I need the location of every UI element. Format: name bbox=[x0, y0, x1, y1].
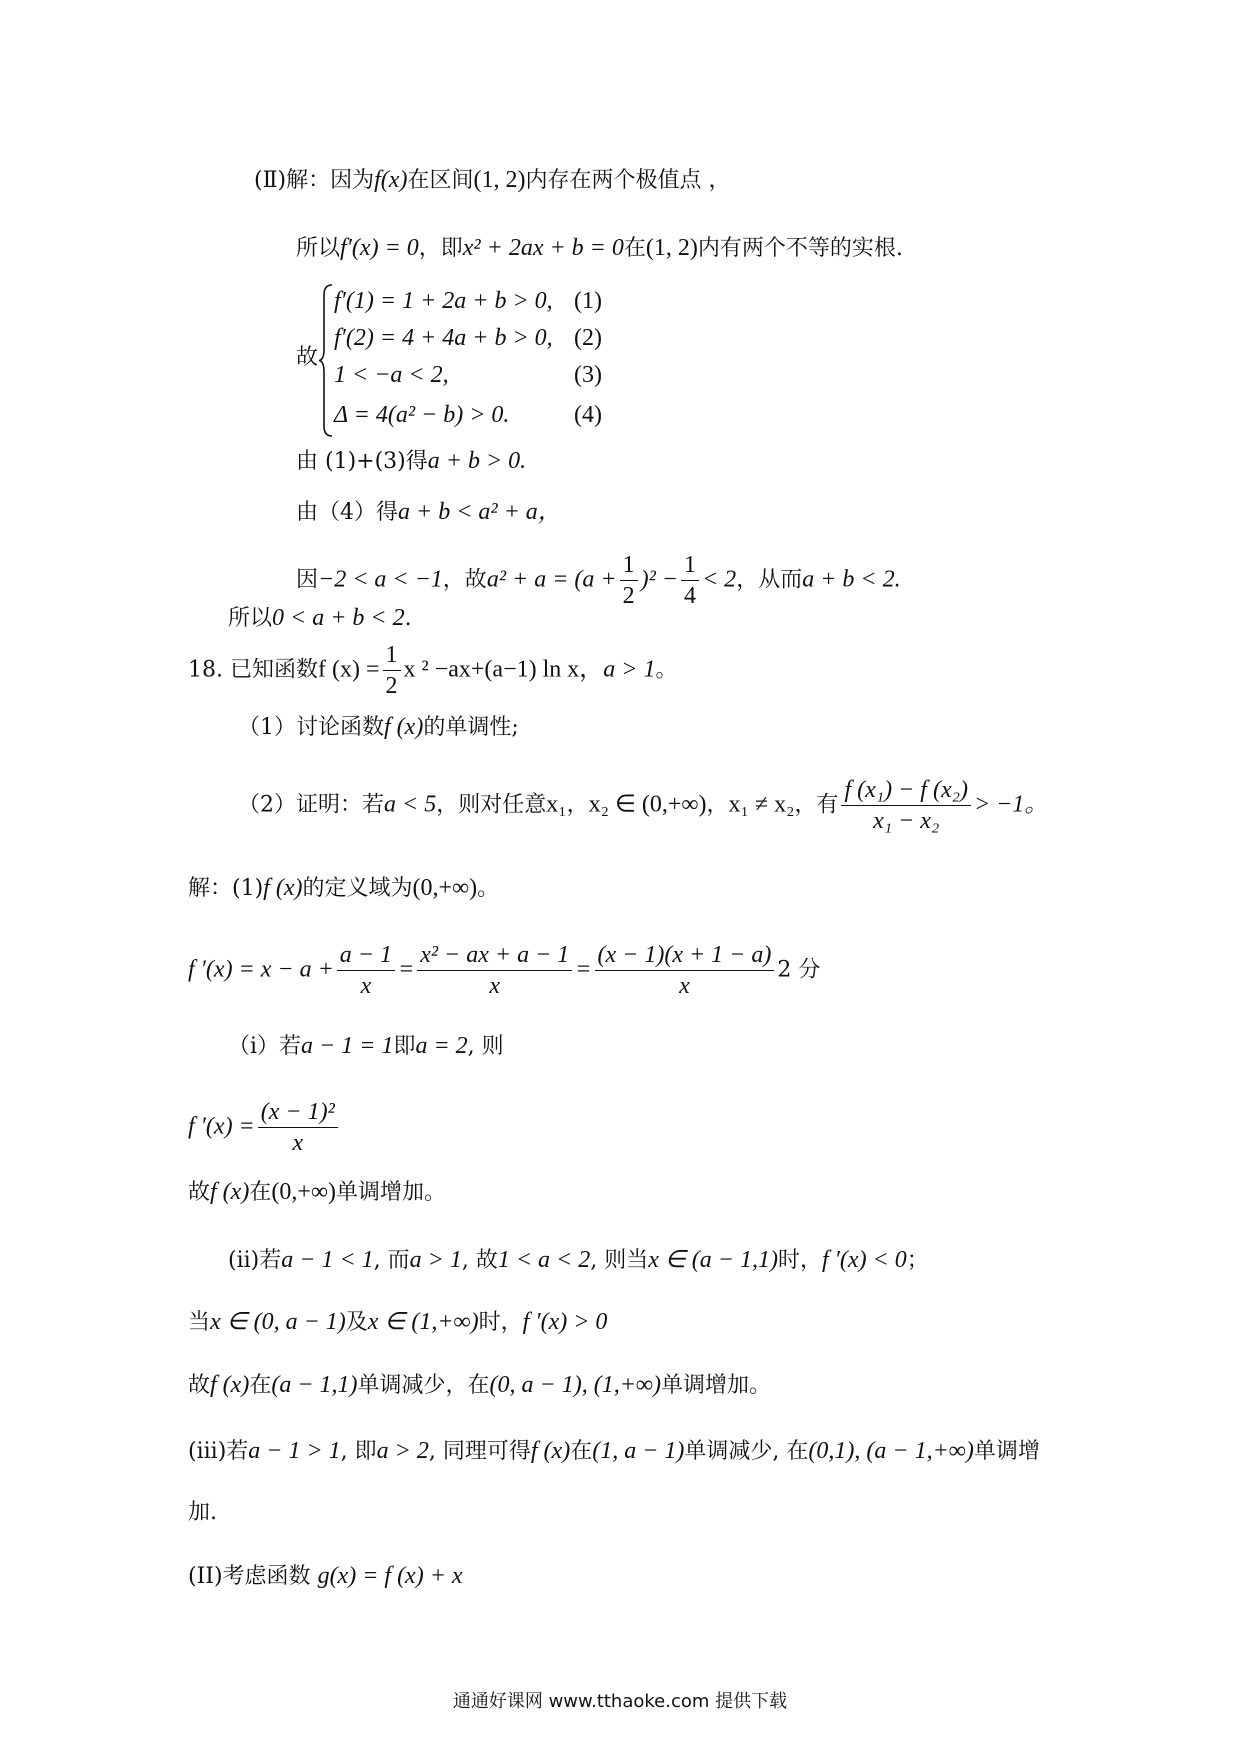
system-row-4: Δ = 4(a² − b) > 0. (4) bbox=[334, 402, 602, 428]
question-18-part-1: （1）讨论函数f (x)的单调性; bbox=[238, 714, 519, 740]
case-i-fraction: $\frac{\text{(x − 1)²}}{x}$ bbox=[258, 1097, 338, 1158]
left-brace-icon bbox=[318, 283, 334, 438]
question-18-part-2: （2）证明：若a < 5，则对任意x₁，x₂ ∈ (0,+∞)，x₁ ≠ x₂，有 $\frac{\text{f (x₁) − f (x₂)}}{\text{x₁ − x₂}}$ > −1。 bbox=[238, 777, 1049, 834]
system-row-1: f′(1) = 1 + 2a + b > 0, (1) bbox=[334, 288, 602, 314]
case-i-line: （i）若a − 1 = 1即a = 2, 则 bbox=[228, 1033, 504, 1059]
quarter-fraction: $\frac{1}{4}$ bbox=[681, 550, 699, 611]
derivative-condition-line: 所以f′(x) = 0，即x² + 2ax + b = 0在(1, 2)内有两个不等的实根. bbox=[296, 235, 903, 261]
part-ii-line: (II)考虑函数 g(x) = f (x) + x bbox=[188, 1563, 463, 1589]
half-fraction: $\frac{1}{2}$ bbox=[383, 640, 401, 701]
question-18: 18. 已知函数f (x) = $\frac{1}{2}$ x ² −ax+(a−1) ln x，a > 1。 bbox=[188, 642, 678, 699]
from-1-3-line: 由 (1)+(3)得a + b > 0. bbox=[296, 448, 527, 474]
case-iii-line: (iii)若a − 1 > 1, 即a > 2, 同理可得f (x)在(1, a − 1)单调减少, 在(0,1), (a − 1,+∞)单调增 bbox=[188, 1438, 1040, 1464]
case-i-conclusion: 故f (x)在(0,+∞)单调增加。 bbox=[188, 1179, 446, 1205]
case-iii-continuation: 加. bbox=[188, 1500, 217, 1525]
half-fraction: $\frac{1}{2}$ bbox=[620, 550, 638, 611]
derivative-line: f ′(x) = x − a + $\frac{a - 1}{x}$ = $\frac{\text{x² − ax + a − 1}}{x}$ = $\frac{(x - 1)(x + 1 - a)}{x}$ 2 分 bbox=[188, 942, 821, 999]
system-row-2: f′(2) = 4 + 4a + b > 0, (2) bbox=[334, 325, 602, 351]
system-row-3: 1 < −a < 2, (3) bbox=[334, 362, 602, 388]
so-line: 所以0 < a + b < 2. bbox=[228, 605, 412, 631]
derivative-fraction-1: $\frac{a - 1}{x}$ bbox=[337, 940, 395, 1001]
gu-label: 故 bbox=[296, 345, 319, 370]
section-ii-intro: (Ⅱ)解：因为f(x)在区间(1, 2)内存在两个极值点 ， bbox=[254, 167, 731, 193]
case-i-derivative: f ′(x) = $\frac{\text{(x − 1)²}}{x}$ bbox=[188, 1097, 341, 1158]
from-4-line: 由（4）得a + b < a² + a， bbox=[296, 499, 562, 525]
derivative-fraction-3: $\frac{(x - 1)(x + 1 - a)}{x}$ bbox=[595, 940, 775, 1001]
solution-domain-line: 解：(1)f (x)的定义域为(0,+∞)。 bbox=[188, 875, 500, 901]
case-ii-conclusion: 故f (x)在(a − 1,1)单调减少，在(0, a − 1), (1,+∞)单调增加。 bbox=[188, 1372, 772, 1398]
because-line: 因−2 < a < −1，故a² + a = (a + $\frac{1}{2}$ )² − $\frac{1}{4}$ < 2，从而a + b < 2. bbox=[296, 552, 901, 609]
footer-credit: 通通好课网 www.tthaoke.com 提供下载 bbox=[452, 1691, 788, 1712]
case-ii-line-2: 当x ∈ (0, a − 1)及x ∈ (1,+∞)时，f ′(x) > 0 bbox=[188, 1309, 608, 1335]
section-label: (Ⅱ)解： bbox=[254, 168, 331, 193]
case-ii-line: (ii)若a − 1 < 1, 而a > 1, 故1 < a < 2, 则当x ∈ (a − 1,1)时，f ′(x) < 0； bbox=[228, 1247, 929, 1273]
derivative-fraction-2: $\frac{\text{x² − ax + a − 1}}{x}$ bbox=[417, 940, 572, 1001]
difference-quotient-fraction: $\frac{\text{f (x₁) − f (x₂)}}{\text{x₁ − x₂}}$ bbox=[841, 775, 971, 836]
